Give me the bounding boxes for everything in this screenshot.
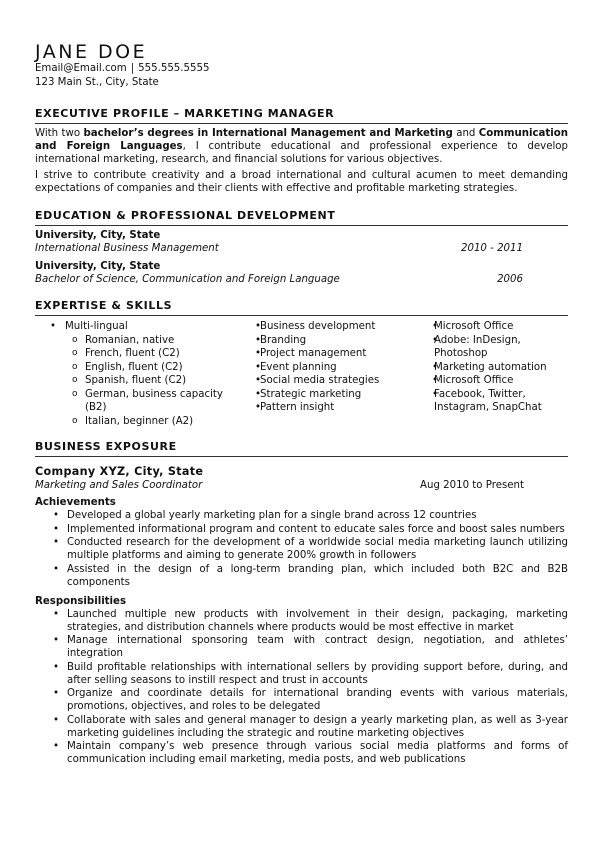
job-dates: Aug 2010 to Present <box>420 480 524 491</box>
skill-item: • Project management <box>240 347 417 361</box>
language-item: o Spanish, fluent (C2) <box>35 374 240 388</box>
phone: 555.555.5555 <box>138 63 210 74</box>
language-item: o German, business capacity (B2) <box>35 388 240 415</box>
skills-column-2 <box>240 320 417 428</box>
profile-p1-text-2: and <box>452 128 479 139</box>
resume-page <box>35 42 568 767</box>
address: 123 Main St., City, State <box>35 77 159 88</box>
education-institution: University, City, State <box>35 230 161 241</box>
role-row <box>35 479 568 492</box>
skill-item: • Adobe: InDesign, Photoshop <box>417 334 567 361</box>
skills-column-3 <box>417 320 567 428</box>
email[interactable]: Email@Email.com <box>35 63 127 74</box>
profile-p1-bold-1: bachelor’s degrees in International Management and Marketing <box>83 128 453 139</box>
contact-line <box>35 62 568 76</box>
language-item: o Romanian, native <box>35 334 240 348</box>
skill-item: • Microsoft Office <box>417 320 567 334</box>
profile-paragraph-2: I strive to contribute creativity and a broad international and cultural acumen to meet demanding expectations of companies and their clients with effective and profitable marketing strategies. <box>35 170 568 194</box>
job-title: Marketing and Sales Coordinator <box>35 480 203 491</box>
profile-p1-text-3: , I contribute educational and professional experience to develop international marketing, research, and financial solutions for various objectives. <box>35 141 568 165</box>
responsibility-item: • Maintain company’s web presence through various social media platforms and forms of communication including email marketing, media posts, and web publications <box>35 740 568 766</box>
achievement-item: • Implemented informational program and content to educate sales force and boost sales numbers <box>35 523 568 536</box>
achievements-list <box>35 509 568 589</box>
language-item: o English, fluent (C2) <box>35 361 240 375</box>
profile-paragraph-1 <box>35 127 568 166</box>
language-item: o Italian, beginner (A2) <box>35 415 240 429</box>
skill-item: • Event planning <box>240 361 417 375</box>
skill-item: • Pattern insight <box>240 401 417 415</box>
responsibilities-label: Responsibilities <box>35 595 127 607</box>
education-degree: Bachelor of Science, Communication and Foreign Language <box>35 274 340 285</box>
responsibilities-list <box>35 608 568 767</box>
profile-heading: EXECUTIVE PROFILE – MARKETING MANAGER <box>35 107 568 124</box>
skill-item: • Marketing automation <box>417 361 567 375</box>
education-entry <box>35 229 568 255</box>
responsibility-item: • Collaborate with sales and general manager to design a yearly marketing plan, as well as 3-year marketing guidelines including the strategic and routine marketing objectives <box>35 714 568 740</box>
skill-item: • Multi-lingual <box>35 320 240 334</box>
education-institution: University, City, State <box>35 261 161 272</box>
achievement-item: • Conducted research for the development of a worldwide social media marketing launch utilizing multiple platforms and aiming to generate 200% growth in followers <box>35 536 568 562</box>
responsibility-item: • Launched multiple new products with involvement in their design, packaging, marketing strategies, and distribution channels where products would be most effective in market <box>35 608 568 634</box>
skills-columns <box>35 320 568 428</box>
profile-p1-text-1: With two <box>35 128 84 139</box>
education-entry <box>35 260 568 286</box>
profile-p1-bold-2: Communication and Foreign Languages <box>35 128 568 152</box>
experience-heading: BUSINESS EXPOSURE <box>35 440 568 457</box>
contact-separator: | <box>130 63 135 74</box>
education-row <box>35 242 568 255</box>
skill-item: • Microsoft Office <box>417 374 567 388</box>
responsibility-item: • Build profitable relationships with international sellers by providing support before, during, and after selling seasons to instill respect and trust in accounts <box>35 661 568 687</box>
education-row <box>35 273 568 286</box>
skills-heading: EXPERTISE & SKILLS <box>35 299 568 316</box>
skills-column-1 <box>35 320 240 428</box>
education-dates: 2010 - 2011 <box>460 243 523 254</box>
skill-item: • Facebook, Twitter, Instagram, SnapChat <box>417 388 567 415</box>
skill-item: • Business development <box>240 320 417 334</box>
achievement-item: • Developed a global yearly marketing plan for a single brand across 12 countries <box>35 509 568 522</box>
language-item: o French, fluent (C2) <box>35 347 240 361</box>
candidate-name: JANE DOE <box>35 41 148 63</box>
achievement-item: • Assisted in the design of a long-term branding plan, which included both B2C and B2B components <box>35 563 568 589</box>
skill-item: • Social media strategies <box>240 374 417 388</box>
education-heading: EDUCATION & PROFESSIONAL DEVELOPMENT <box>35 209 568 226</box>
responsibility-item: • Organize and coordinate details for international branding events with various materials, promotions, objectives, and roles to be delegated <box>35 687 568 713</box>
achievements-label: Achievements <box>35 497 116 508</box>
company-name: Company XYZ, City, State <box>35 465 204 478</box>
skill-item: • Strategic marketing <box>240 388 417 402</box>
skill-item: • Branding <box>240 334 417 348</box>
education-dates: 2006 <box>497 274 523 285</box>
education-degree: International Business Management <box>35 243 219 254</box>
responsibility-item: • Manage international sponsoring team with contract design, negotiation, and athletes’ integration <box>35 634 568 660</box>
